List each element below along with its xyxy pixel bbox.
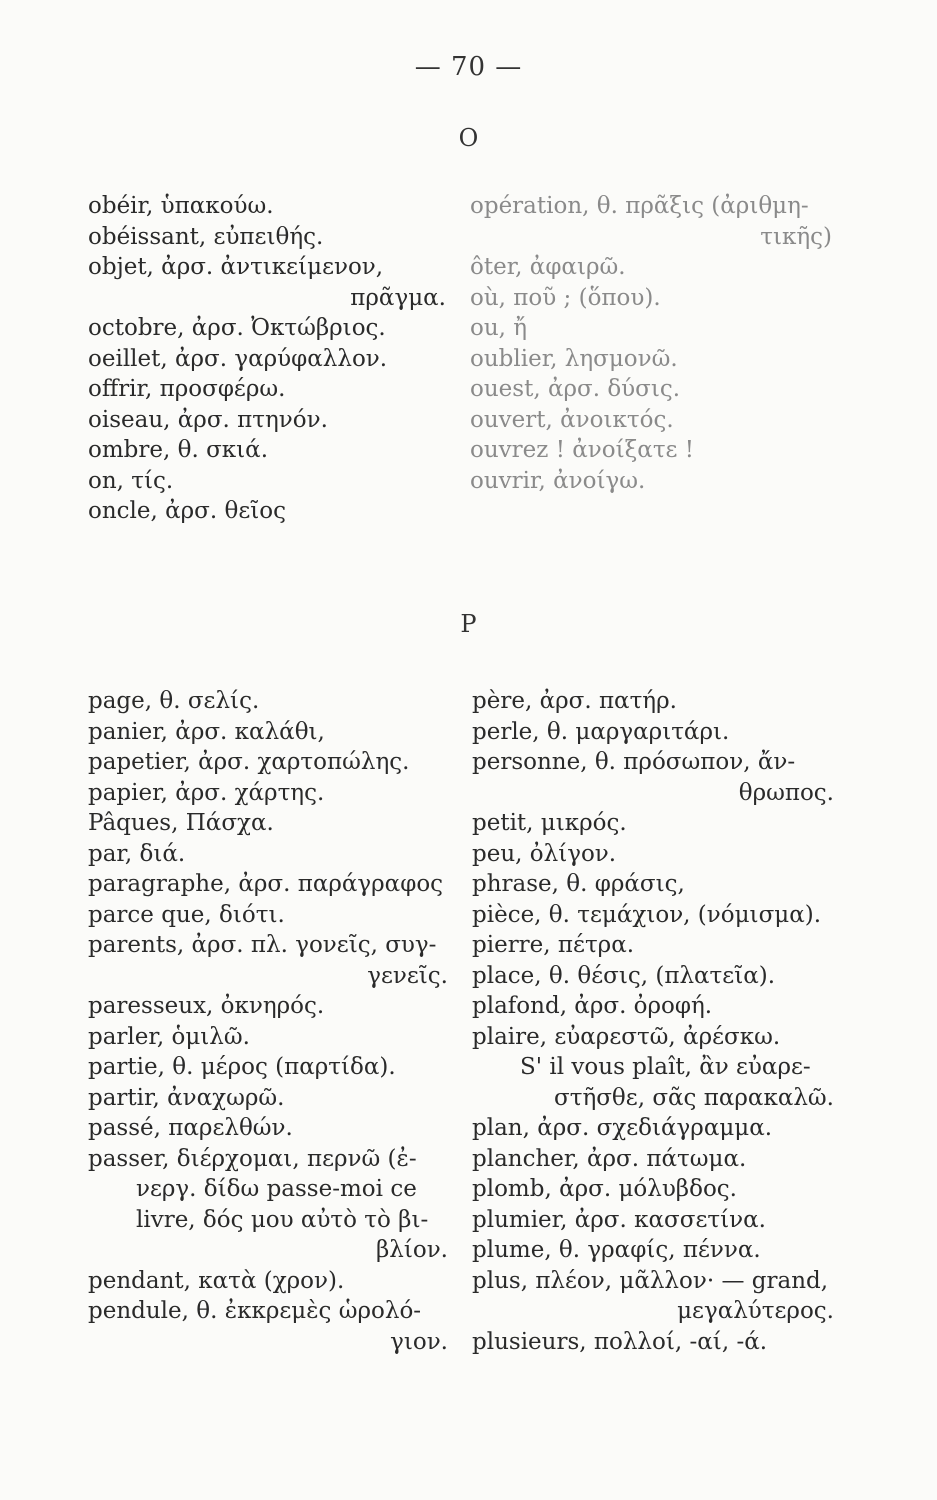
dictionary-entry: partie, θ. μέρος (παρτίδα). — [88, 1054, 396, 1080]
dictionary-entry-continuation: πρᾶγμα. — [350, 284, 446, 311]
section-o-left-column — [88, 191, 446, 527]
dictionary-entry-continuation: βλίον. — [375, 1237, 448, 1263]
dictionary-entry: où, ποῦ ; (ὅπου). — [470, 284, 661, 311]
dictionary-entry: partir, ἀναχωρῶ. — [88, 1084, 285, 1111]
dictionary-entry-continuation: γενεῖς. — [367, 962, 448, 989]
dictionary-entry: ôter, ἀφαιρῶ. — [470, 254, 626, 280]
dictionary-entry: plan, ἀρσ. σχεδιάγραμμα. — [472, 1115, 773, 1141]
dictionary-entry-continuation: μεγαλύτερος. — [677, 1298, 834, 1324]
dictionary-entry: plafond, ἀρσ. ὀροφή. — [472, 993, 713, 1019]
dictionary-entry: par, διά. — [88, 840, 186, 867]
dictionary-entry: ouvrez ! ἀνοίξατε ! — [470, 437, 695, 463]
dictionary-entry: personne, θ. πρόσωπον, ἄν- — [472, 749, 796, 775]
dictionary-entry: ou, ἤ — [470, 315, 528, 341]
dictionary-entry: ouest, ἀρσ. δύσις. — [470, 376, 681, 402]
section-p-right-column — [472, 686, 834, 1357]
dictionary-entry: papetier, ἀρσ. χαρτοπώλης. — [88, 749, 410, 775]
dictionary-entry: νεργ. δίδω passe-moi ce — [136, 1176, 417, 1202]
dictionary-entry: perle, θ. μαργαριτάρι. — [472, 718, 730, 745]
dictionary-entry: on, τίς. — [88, 467, 174, 494]
dictionary-entry: offrir, προσφέρω. — [88, 376, 286, 402]
dictionary-entry: opération, θ. πρᾶξις (ἀριθμη- — [470, 193, 809, 219]
dictionary-entry-continuation: στῆσθε, σᾶς παρακαλῶ. — [554, 1084, 834, 1111]
dictionary-entry: ouvrir, ἀνοίγω. — [470, 467, 646, 494]
dictionary-entry: phrase, θ. φράσις, — [472, 871, 685, 897]
section-p-left-column — [88, 686, 448, 1357]
dictionary-entry: pierre, πέτρα. — [472, 932, 635, 958]
dictionary-entry: peu, ὀλίγον. — [472, 840, 617, 867]
dictionary-entry: oeillet, ἀρσ. γαρύφαλλον. — [88, 345, 388, 372]
page-number: — 70 — — [414, 52, 523, 82]
dictionary-entry: plusieurs, πολλοί, -αί, -ά. — [472, 1328, 768, 1355]
dictionary-entry: ombre, θ. σκιά. — [88, 437, 269, 463]
section-o-right-column — [470, 191, 832, 496]
dictionary-entry: père, ἀρσ. πατήρ. — [472, 688, 677, 714]
dictionary-entry: oncle, ἀρσ. θεῖος — [88, 498, 287, 524]
dictionary-entry: plumier, ἀρσ. κασσετίνα. — [472, 1206, 766, 1233]
dictionary-entry: parler, ὁμιλῶ. — [88, 1023, 250, 1050]
dictionary-entry: paragraphe, ἀρσ. παράγραφος — [88, 871, 444, 897]
dictionary-entry: place, θ. θέσις, (πλατεῖα). — [472, 962, 776, 989]
dictionary-entry: petit, μικρός. — [472, 810, 627, 836]
dictionary-entry: oiseau, ἀρσ. πτηνόν. — [88, 406, 328, 433]
dictionary-entry: parents, ἀρσ. πλ. γονεῖς, συγ- — [88, 932, 437, 958]
dictionary-entry: page, θ. σελίς. — [88, 688, 260, 714]
dictionary-entry: obéir, ὑπακούω. — [88, 193, 274, 219]
dictionary-entry: papier, ἀρσ. χάρτης. — [88, 779, 325, 806]
dictionary-entry-continuation: θρωπος. — [738, 779, 834, 806]
dictionary-entry: objet, ἀρσ. ἀντικείμενον, — [88, 254, 384, 280]
dictionary-entry: octobre, ἀρσ. Ὀκτώβριος. — [88, 315, 386, 341]
dictionary-entry: pièce, θ. τεμάχιον, (νόμισμα). — [472, 901, 822, 928]
dictionary-entry: plaire, εὐαρεστῶ, ἀρέσκω. — [472, 1023, 781, 1050]
dictionary-entry: pendule, θ. ἐκκρεμὲς ὡρολό- — [88, 1298, 422, 1324]
dictionary-entry: paresseux, ὀκνηρός. — [88, 993, 325, 1019]
dictionary-entry: plancher, ἀρσ. πάτωμα. — [472, 1145, 747, 1172]
dictionary-entry: oublier, λησμονῶ. — [470, 345, 678, 372]
dictionary-entry-continuation: γιον. — [390, 1328, 448, 1355]
dictionary-entry: plomb, ἀρσ. μόλυβδος. — [472, 1176, 737, 1202]
section-letter-o: O — [458, 124, 479, 152]
dictionary-entry: plus, πλέον, μᾶλλον· — grand, — [472, 1267, 829, 1294]
dictionary-entry: livre, δός μου αὐτὸ τὸ βι- — [136, 1206, 429, 1233]
dictionary-entry: S' il vous plaît, ἂν εὐαρε- — [520, 1054, 811, 1080]
dictionary-entry: pendant, κατὰ (χρον). — [88, 1267, 345, 1294]
dictionary-entry: Pâques, Πάσχα. — [88, 810, 274, 836]
dictionary-entry: passé, παρελθών. — [88, 1115, 293, 1141]
dictionary-entry: passer, διέρχομαι, περνῶ (ἐ- — [88, 1145, 417, 1172]
dictionary-entry: parce que, διότι. — [88, 901, 285, 928]
dictionary-entry: obéissant, εὐπειθής. — [88, 223, 324, 250]
dictionary-entry: ouvert, ἀνοικτός. — [470, 406, 674, 433]
dictionary-entry: panier, ἀρσ. καλάθι, — [88, 718, 325, 745]
dictionary-entry-continuation: τικῆς) — [760, 223, 832, 250]
section-letter-p: P — [460, 610, 477, 638]
dictionary-entry: plume, θ. γραφίς, πέννα. — [472, 1237, 761, 1263]
